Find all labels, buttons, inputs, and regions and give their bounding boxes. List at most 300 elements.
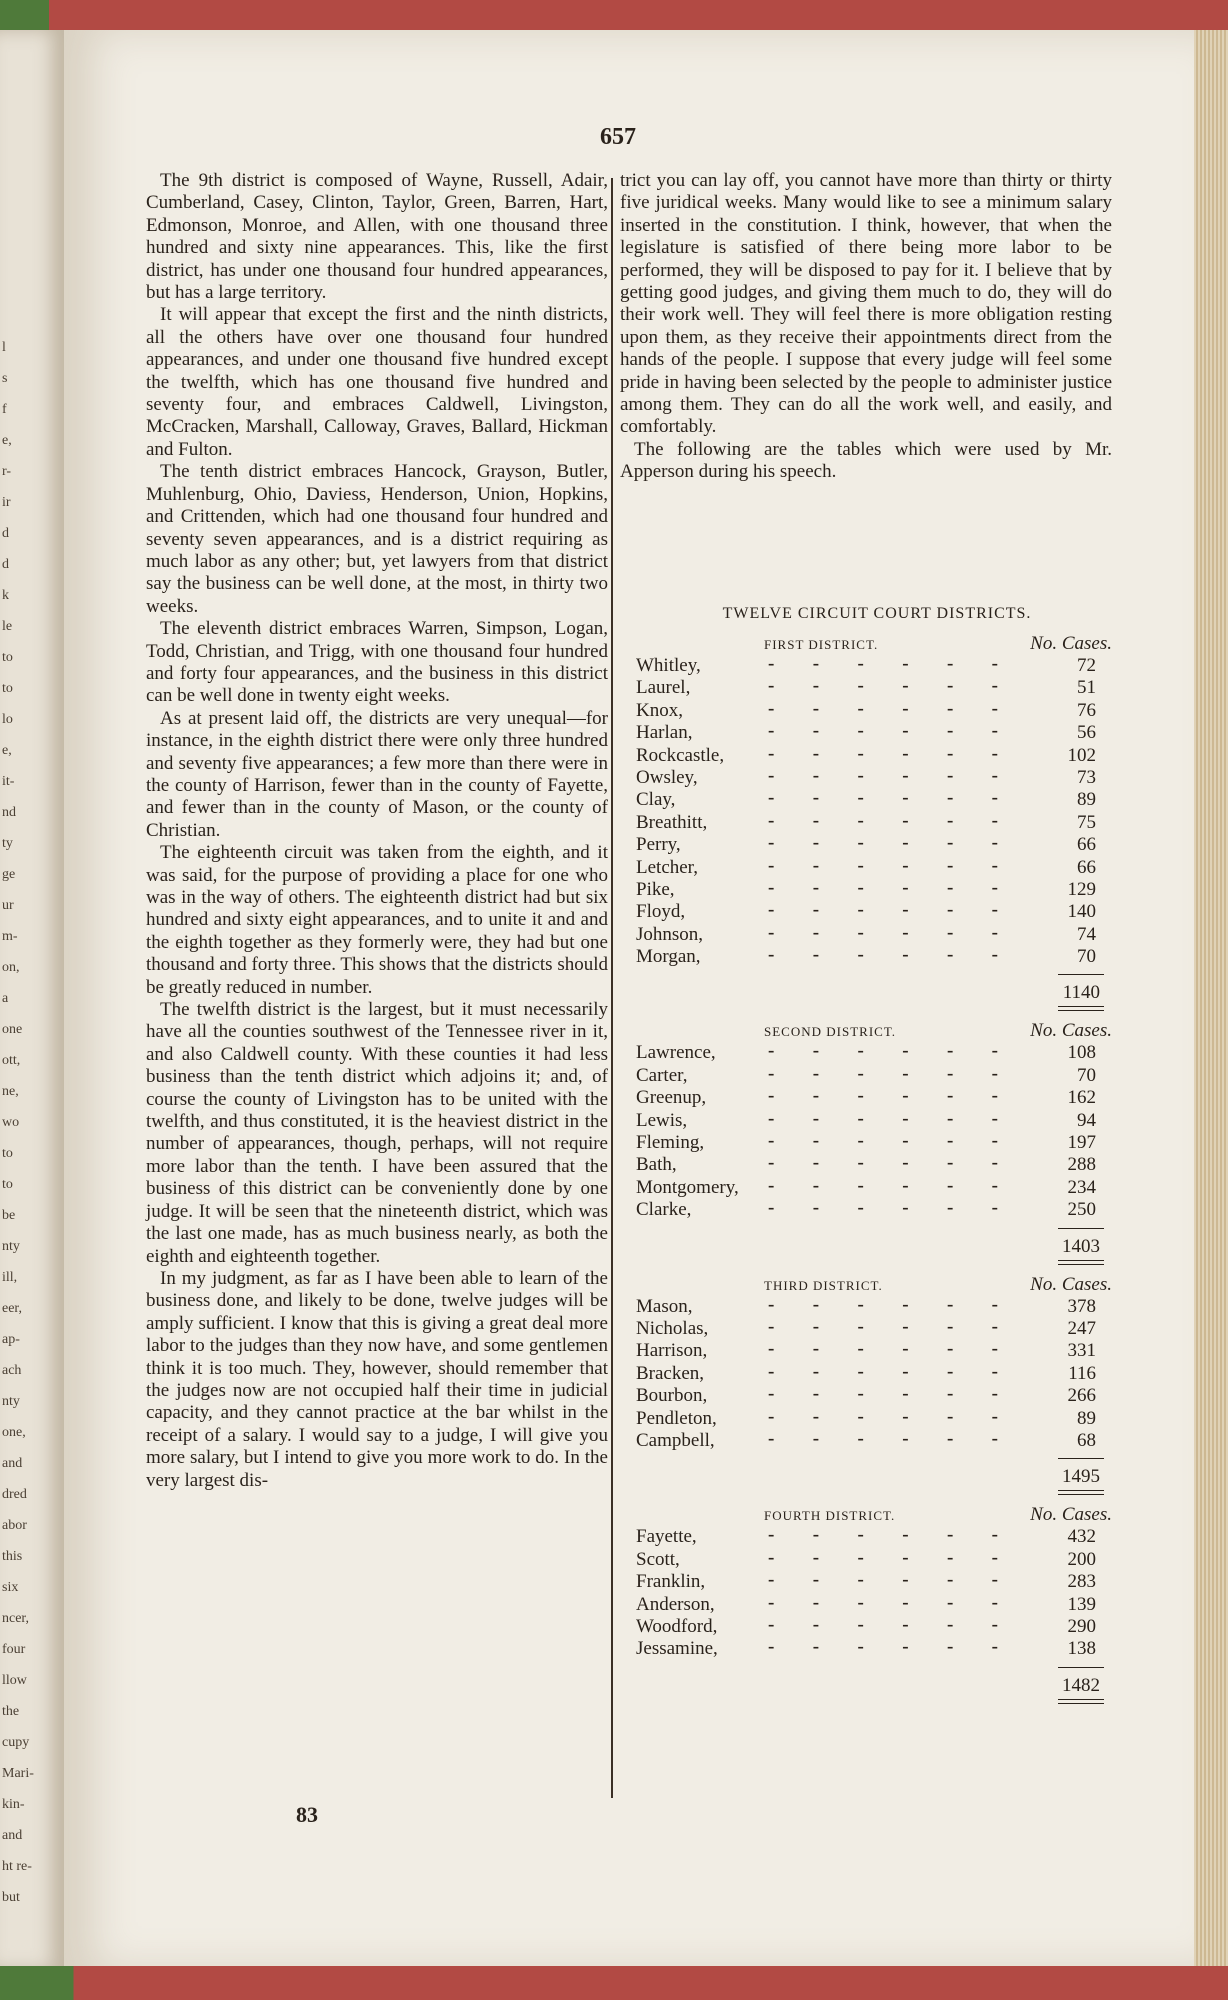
- table-row: [620, 834, 1112, 856]
- facing-page-fragment: ncer,: [2, 1611, 30, 1626]
- table-row: [620, 1107, 1112, 1132]
- leader-dash: -: [812, 1427, 820, 1449]
- leader-dash: -: [991, 1524, 998, 1546]
- district-total: [620, 1661, 1112, 1705]
- facing-page-fragment: and: [2, 1828, 23, 1843]
- district-name: FIRST DISTRICT.: [764, 637, 879, 652]
- leader-dash: -: [991, 1315, 998, 1337]
- leader-dash: -: [857, 832, 864, 854]
- leader-dash: -: [812, 675, 820, 697]
- leader-dashes: [768, 1152, 998, 1174]
- facing-page-fragment: one,: [2, 1425, 26, 1440]
- leader-dash: -: [857, 742, 864, 764]
- case-count: 129: [1067, 878, 1096, 900]
- county-name: Letcher,: [636, 856, 699, 878]
- leader-dash: -: [768, 1360, 775, 1382]
- leader-dash: -: [768, 787, 775, 809]
- leader-dash: -: [946, 832, 954, 854]
- table-row: [620, 1360, 1112, 1385]
- leader-dash: -: [768, 1613, 775, 1635]
- paragraph: The eighteenth circuit was taken from the eighth, and it was said, for the purpose of providing a place for one who was in the way of others. The eighteenth district had but six hundred and sixty eight appearances, and to unite it and and the eighth together as they formerly were, they had but one thousand and forty three. This shows that the districts should be greatly reduced in number.: [146, 842, 608, 998]
- leader-dash: -: [857, 675, 864, 697]
- column-divider: [611, 178, 613, 1798]
- leader-dash: -: [946, 944, 954, 966]
- leader-dash: -: [902, 1293, 909, 1315]
- leader-dash: -: [991, 787, 998, 809]
- leader-dash: -: [946, 876, 954, 898]
- facing-page-fragment: and: [2, 1456, 23, 1471]
- leader-dash: -: [812, 1085, 820, 1107]
- district-header: [620, 1272, 1112, 1296]
- leader-dash: -: [812, 876, 820, 898]
- leader-dash: -: [768, 832, 775, 854]
- leader-dash: -: [768, 876, 775, 898]
- case-count: 138: [1067, 1638, 1096, 1660]
- county-name: Whitley,: [636, 655, 701, 676]
- leader-dash: -: [902, 720, 909, 742]
- table-row: [620, 854, 1112, 879]
- facing-page-fragment: lo: [2, 712, 13, 727]
- leader-dash: -: [857, 1197, 864, 1219]
- total-double-rule: [1058, 1703, 1104, 1704]
- county-name: Bath,: [636, 1154, 677, 1176]
- leader-dash: -: [812, 1130, 820, 1152]
- facing-page-fragment: abor: [2, 1518, 27, 1533]
- leader-dash: -: [857, 1062, 864, 1084]
- leader-dash: -: [902, 1107, 909, 1129]
- county-name: Anderson,: [636, 1593, 715, 1615]
- leader-dash: -: [857, 1546, 864, 1568]
- leader-dash: -: [991, 809, 998, 831]
- paragraph: The 9th district is composed of Wayne, Russell, Adair, Cumberland, Casey, Clinton, Taylor, Green, Barren, Hart, Edmonson, Monroe, and Allen, with one thousand three hundred and sixty nine appearances. This, like the first district, has under one thousand four hundred appearances, but has a large territory.: [146, 170, 608, 304]
- county-name: Woodford,: [636, 1615, 718, 1637]
- leader-dashes: [768, 765, 998, 787]
- total-double-rule: [1058, 1699, 1104, 1700]
- book-cover-top-edge: [0, 0, 1228, 34]
- leader-dashes: [768, 832, 998, 854]
- leader-dashes: [768, 1040, 998, 1062]
- facing-page-fragment: ur: [2, 898, 14, 913]
- page-edges: [1194, 30, 1228, 1970]
- leader-dash: -: [857, 944, 864, 966]
- leader-dash: -: [768, 675, 775, 697]
- paragraph: The tenth district embraces Hancock, Grayson, Butler, Muhlenburg, Ohio, Daviess, Henderson, Union, Hopkins, and Crittenden, which had one thousand four hundred and seventy seven appearances, and is a district requiring as much labor as any other; but, yet lawyers from that district say the business can be well done, at the most, in thirty two weeks.: [146, 461, 608, 617]
- paragraph: The following are the tables which were used by Mr. Apperson during his speech.: [620, 438, 1112, 483]
- table-row: [620, 1427, 1112, 1452]
- facing-page-fragment: on,: [2, 960, 20, 975]
- case-count: 140: [1067, 901, 1096, 923]
- facing-page-fragment: four: [2, 1642, 26, 1657]
- county-name: Montgomery,: [636, 1176, 739, 1198]
- leader-dash: -: [946, 653, 954, 674]
- table-row: [620, 1405, 1112, 1430]
- facing-page-fragment: d: [2, 526, 9, 541]
- facing-page-fragment: llow: [2, 1673, 27, 1688]
- leader-dash: -: [991, 1569, 998, 1591]
- total-rule: [1058, 1228, 1104, 1229]
- leader-dash: -: [812, 653, 820, 674]
- table-row: [620, 1315, 1112, 1340]
- leader-dash: -: [812, 1174, 820, 1196]
- leader-dashes: [768, 1063, 998, 1085]
- leader-dashes: [768, 1524, 998, 1546]
- leader-dash: -: [946, 1062, 954, 1084]
- leader-dash: -: [768, 720, 775, 742]
- leader-dash: -: [857, 854, 864, 876]
- leader-dash: -: [768, 1174, 775, 1196]
- book-cover-bottom-edge: [0, 1966, 1228, 2000]
- total-double-rule: [1058, 1264, 1104, 1265]
- leader-dash: -: [902, 1405, 909, 1427]
- total-double-rule: [1058, 1260, 1104, 1261]
- leader-dash: -: [768, 1293, 775, 1315]
- leader-dashes: [768, 1428, 998, 1450]
- leader-dash: -: [902, 944, 909, 966]
- table-row: [620, 1340, 1112, 1362]
- leader-dash: -: [902, 1591, 909, 1613]
- leader-dashes: [768, 1108, 998, 1130]
- case-count: 89: [1077, 1407, 1096, 1429]
- leader-dash: -: [812, 764, 820, 786]
- county-name: Carter,: [636, 1064, 688, 1086]
- leader-dash: -: [768, 1546, 775, 1568]
- leader-dash: -: [768, 1524, 775, 1546]
- facing-page-fragment: ir: [2, 495, 11, 510]
- county-name: Rockcastle,: [636, 744, 725, 766]
- cases-column-header: No. Cases.: [1030, 1020, 1112, 1042]
- circuit-districts-tables: [620, 605, 1112, 1705]
- leader-dash: -: [812, 809, 820, 831]
- leader-dash: -: [857, 1130, 864, 1152]
- left-text-column: [146, 170, 608, 1492]
- table-row: [620, 742, 1112, 767]
- leader-dash: -: [857, 876, 864, 898]
- county-name: Greenup,: [636, 1087, 707, 1109]
- leader-dash: -: [946, 1546, 954, 1568]
- leader-dash: -: [946, 1293, 954, 1315]
- leader-dashes: [768, 1338, 998, 1360]
- case-count: 89: [1077, 789, 1096, 811]
- case-count: 56: [1077, 722, 1096, 744]
- leader-dashes: [768, 1294, 998, 1316]
- leader-dash: -: [946, 764, 954, 786]
- case-count: 94: [1077, 1109, 1096, 1131]
- leader-dash: -: [902, 764, 909, 786]
- leader-dash: -: [991, 720, 998, 742]
- leader-dash: -: [991, 876, 998, 898]
- facing-page-fragment: k: [2, 588, 9, 603]
- leader-dashes: [768, 1175, 998, 1197]
- leader-dashes: [768, 675, 998, 697]
- county-name: Laurel,: [636, 677, 691, 699]
- leader-dash: -: [768, 1591, 775, 1613]
- leader-dash: -: [902, 1130, 909, 1152]
- leader-dashes: [768, 1316, 998, 1338]
- case-count: 66: [1077, 856, 1096, 878]
- table-row: [620, 921, 1112, 946]
- facing-page-fragment: nty: [2, 1394, 20, 1409]
- table-row: [620, 722, 1112, 744]
- leader-dash: -: [812, 1591, 820, 1613]
- district-name: THIRD DISTRICT.: [764, 1277, 883, 1293]
- district-tables: [620, 631, 1112, 1705]
- leader-dashes: [768, 1547, 998, 1569]
- facing-page-fragment: to: [2, 650, 13, 665]
- leader-dash: -: [946, 1613, 954, 1635]
- leader-dash: -: [902, 1040, 909, 1062]
- leader-dash: -: [946, 787, 954, 809]
- book-page: [64, 30, 1194, 1970]
- leader-dashes: [768, 1592, 998, 1614]
- leader-dash: -: [768, 1130, 775, 1152]
- leader-dash: -: [991, 697, 998, 719]
- leader-dash: -: [946, 1197, 954, 1219]
- leader-dash: -: [857, 1040, 864, 1062]
- table-row: [620, 901, 1112, 923]
- table-row: [620, 1199, 1112, 1221]
- right-text-column: [620, 170, 1112, 484]
- case-count: 116: [1068, 1362, 1096, 1384]
- table-row: [620, 1571, 1112, 1593]
- case-count: 102: [1067, 744, 1096, 766]
- table-row: [620, 1042, 1112, 1064]
- county-name: Pendleton,: [636, 1407, 717, 1429]
- district-name: FOURTH DISTRICT.: [764, 1508, 896, 1524]
- total-double-rule: [1058, 1010, 1104, 1011]
- facing-page-fragment: e,: [2, 433, 12, 448]
- table-row: [620, 1546, 1112, 1571]
- leader-dash: -: [812, 854, 820, 876]
- leader-dashes: [768, 810, 998, 832]
- county-name: Harrison,: [636, 1340, 708, 1362]
- facing-page-fragment: ap-: [2, 1332, 20, 1347]
- total-value: 1403: [1062, 1235, 1100, 1257]
- leader-dashes: [768, 1130, 998, 1152]
- leader-dash: -: [902, 876, 909, 898]
- case-count: 197: [1067, 1132, 1096, 1154]
- case-count: 247: [1067, 1317, 1096, 1339]
- case-count: 378: [1067, 1295, 1096, 1317]
- county-name: Floyd,: [636, 901, 686, 923]
- leader-dash: -: [902, 1546, 909, 1568]
- table-row: [620, 655, 1112, 677]
- leader-dash: -: [902, 675, 909, 697]
- leader-dash: -: [946, 1591, 954, 1613]
- county-name: Scott,: [636, 1548, 680, 1570]
- leader-dash: -: [812, 1524, 820, 1546]
- district-table: [620, 1018, 1112, 1265]
- leader-dash: -: [812, 832, 820, 854]
- case-count: 70: [1077, 1064, 1096, 1086]
- facing-page-fragment: be: [2, 1208, 16, 1223]
- facing-page-fragment: ott,: [2, 1053, 21, 1068]
- leader-dash: -: [946, 742, 954, 764]
- leader-dash: -: [946, 899, 954, 921]
- leader-dash: -: [991, 764, 998, 786]
- table-row: [620, 789, 1112, 811]
- case-count: 108: [1067, 1042, 1096, 1064]
- leader-dash: -: [812, 944, 820, 966]
- table-row: [620, 1526, 1112, 1548]
- table-row: [620, 764, 1112, 789]
- case-count: 250: [1067, 1199, 1096, 1221]
- paragraph: It will appear that except the first and the ninth districts, all the others have over one thousand four hundred appearances, and under one thousand five hundred except the twelfth, which has one thousand five hundred and seventy four, and embraces Caldwell, Livingston, McCracken, Marshall, Calloway, Graves, Ballard, Hickman and Fulton.: [146, 304, 608, 460]
- facing-page-fragment: it-: [2, 774, 15, 789]
- leader-dash: -: [991, 742, 998, 764]
- facing-page-fragment: a: [2, 991, 9, 1006]
- leader-dash: -: [812, 899, 820, 921]
- total-rule: [1058, 1667, 1104, 1668]
- leader-dash: -: [857, 899, 864, 921]
- leader-dash: -: [812, 1152, 820, 1174]
- leader-dash: -: [991, 1338, 998, 1360]
- table-row: [620, 1087, 1112, 1109]
- leader-dash: -: [857, 1293, 864, 1315]
- facing-page-fragment: ge: [2, 867, 16, 882]
- leader-dash: -: [768, 944, 775, 966]
- county-name: Mason,: [636, 1295, 693, 1317]
- leader-dash: -: [991, 1546, 998, 1568]
- county-name: Lawrence,: [636, 1042, 716, 1064]
- leader-dash: -: [902, 1569, 909, 1591]
- total-value: 1140: [1062, 982, 1100, 1004]
- leader-dash: -: [768, 1197, 775, 1219]
- facing-page-fragment: to: [2, 681, 13, 696]
- leader-dashes: [768, 743, 998, 765]
- leader-dash: -: [991, 1383, 998, 1405]
- leader-dash: -: [902, 1524, 909, 1546]
- case-count: 75: [1077, 811, 1096, 833]
- leader-dash: -: [812, 697, 820, 719]
- district-header: [620, 1502, 1112, 1526]
- leader-dash: -: [812, 1360, 820, 1382]
- table-row: [620, 809, 1112, 834]
- leader-dashes: [768, 698, 998, 720]
- case-count: 288: [1067, 1154, 1096, 1176]
- leader-dash: -: [857, 1569, 864, 1591]
- leader-dash: -: [902, 1197, 909, 1219]
- table-row: [620, 1638, 1112, 1660]
- leader-dash: -: [857, 787, 864, 809]
- facing-page-fragment: one: [2, 1022, 23, 1037]
- table-row: [620, 1174, 1112, 1199]
- leader-dash: -: [812, 1315, 820, 1337]
- leader-dashes: [768, 855, 998, 877]
- facing-page-fragment: six: [2, 1580, 19, 1595]
- case-count: 266: [1067, 1385, 1096, 1407]
- leader-dash: -: [991, 1197, 998, 1219]
- leader-dashes: [768, 1085, 998, 1107]
- leader-dash: -: [902, 899, 909, 921]
- total-value: 1495: [1062, 1466, 1100, 1488]
- facing-page-fragment: dred: [2, 1487, 27, 1502]
- case-count: 331: [1067, 1340, 1096, 1362]
- leader-dash: -: [902, 1174, 909, 1196]
- paragraph: The eleventh district embraces Warren, Simpson, Logan, Todd, Christian, and Trigg, with one thousand four hundred and forty four appearances, and the business in this district can be well done in twenty eight weeks.: [146, 618, 608, 707]
- leader-dash: -: [902, 809, 909, 831]
- district-table: [620, 631, 1112, 1012]
- facing-page-fragment: to: [2, 1177, 13, 1192]
- case-count: 283: [1067, 1571, 1096, 1593]
- leader-dash: -: [991, 1085, 998, 1107]
- facing-page-fragment: le: [2, 619, 13, 634]
- leader-dash: -: [857, 809, 864, 831]
- paragraph: As at present laid off, the districts are very unequal—for instance, in the eighth district there were only three hundred and seventy five appearances; a few more than there were in the county of Harrison, fewer than in the county of Fayette, and fewer than in the county of Mason, or the county of Christian.: [146, 707, 608, 841]
- case-count: 432: [1067, 1526, 1096, 1548]
- leader-dash: -: [946, 1107, 954, 1129]
- leader-dash: -: [857, 1591, 864, 1613]
- leader-dash: -: [902, 1315, 909, 1337]
- leader-dash: -: [812, 742, 820, 764]
- case-count: 74: [1077, 923, 1096, 945]
- leader-dash: -: [991, 1427, 998, 1449]
- county-name: Bourbon,: [636, 1385, 708, 1407]
- leader-dash: -: [902, 1062, 909, 1084]
- leader-dashes: [768, 1197, 998, 1219]
- facing-page-fragment: m-: [2, 929, 18, 944]
- facing-page-fragment: ht re-: [2, 1859, 32, 1874]
- county-name: Franklin,: [636, 1571, 706, 1593]
- case-count: 72: [1077, 655, 1096, 676]
- leader-dash: -: [946, 1383, 954, 1405]
- total-double-rule: [1058, 1494, 1104, 1495]
- leader-dash: -: [946, 1427, 954, 1449]
- county-name: Owsley,: [636, 766, 698, 788]
- case-count: 162: [1067, 1087, 1096, 1109]
- tables-title: TWELVE CIRCUIT COURT DISTRICTS.: [722, 605, 1032, 622]
- leader-dash: -: [768, 809, 775, 831]
- facing-page-fragment: the: [2, 1704, 20, 1719]
- leader-dash: -: [946, 1360, 954, 1382]
- leader-dashes: [768, 787, 998, 809]
- table-row: [620, 1293, 1112, 1318]
- leader-dash: -: [812, 921, 820, 943]
- leader-dash: -: [768, 1383, 775, 1405]
- cases-column-header: No. Cases.: [1030, 1504, 1112, 1526]
- leader-dash: -: [946, 1152, 954, 1174]
- case-count: 234: [1067, 1176, 1096, 1198]
- leader-dash: -: [768, 1315, 775, 1337]
- leader-dash: -: [857, 1613, 864, 1635]
- leader-dash: -: [768, 1569, 775, 1591]
- leader-dash: -: [812, 1405, 820, 1427]
- facing-page-fragment: e,: [2, 743, 12, 758]
- facing-page-fragment: l: [2, 340, 6, 355]
- leader-dash: -: [946, 1636, 954, 1658]
- leader-dash: -: [902, 832, 909, 854]
- district-total: [620, 968, 1112, 1012]
- case-count: 290: [1067, 1615, 1096, 1637]
- leader-dashes: [768, 1614, 998, 1636]
- cases-column-header: No. Cases.: [1030, 1273, 1112, 1295]
- leader-dash: -: [768, 653, 775, 674]
- facing-page-fragment: to: [2, 1146, 13, 1161]
- leader-dash: -: [768, 1636, 775, 1658]
- table-row: [620, 697, 1112, 722]
- total-double-rule: [1058, 1490, 1104, 1491]
- leader-dash: -: [857, 1315, 864, 1337]
- leader-dash: -: [946, 1405, 954, 1427]
- leader-dash: -: [991, 854, 998, 876]
- facing-page-strip: [0, 30, 66, 1970]
- facing-page-fragment: r-: [2, 464, 12, 479]
- leader-dash: -: [812, 1040, 820, 1062]
- leader-dash: -: [902, 1383, 909, 1405]
- paragraph: The twelfth district is the largest, but it must necessarily have all the counties southwest of the Tennessee river in it, and also Caldwell county. With these counties it had less business than the tenth district which adjoins it; and, of course the county of Livingston has to be united with the twelfth, and thus constituted, it is the heaviest district in the number of appearances, though, perhaps, will not require more labor than the tenth. I have been assured that the business of this district can be conveniently done by one judge. It will be seen that the nineteenth district, which was the last one made, has as much business nearly, as both the eighth and eighteenth together.: [146, 999, 608, 1267]
- leader-dash: -: [991, 1293, 998, 1315]
- leader-dash: -: [991, 1040, 998, 1062]
- leader-dash: -: [768, 1427, 775, 1449]
